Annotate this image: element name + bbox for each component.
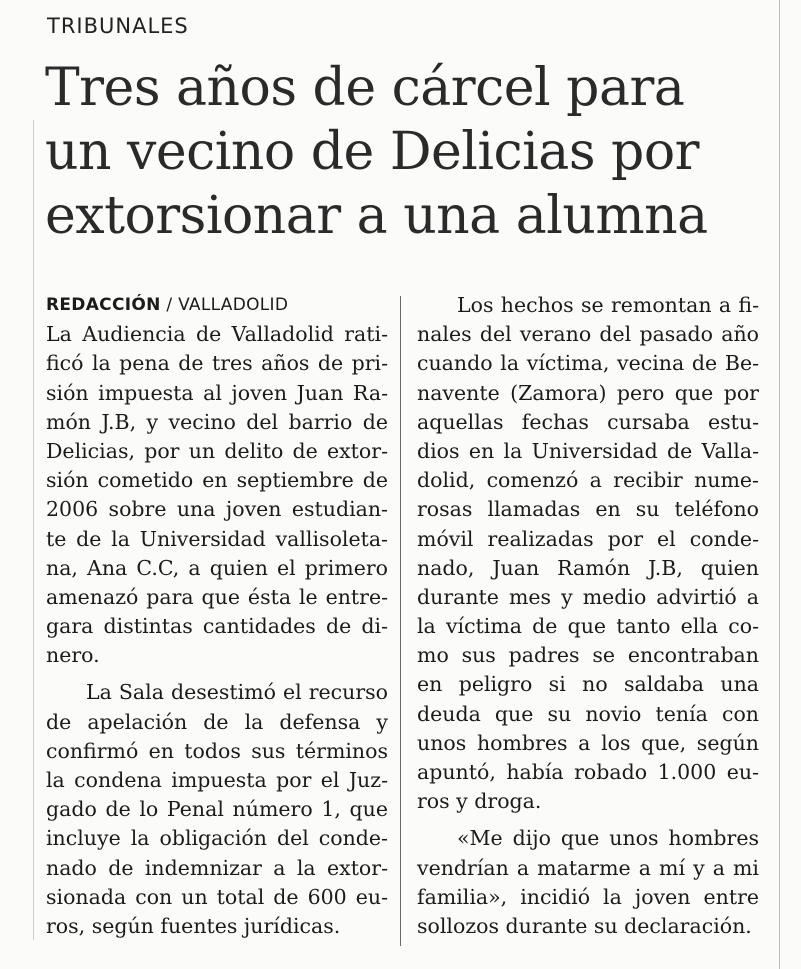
text-line: la condena impuesta por el Juz- (46, 768, 388, 792)
text-line: gado de lo Penal número 1, que (46, 797, 388, 822)
article-column-1 (46, 291, 388, 941)
text-line: nales del verano del pasado año (417, 322, 759, 347)
headline (45, 56, 765, 248)
text-line: gara distintas cantidades de di- (46, 614, 388, 639)
text-line: navente (Zamora) pero que por (417, 380, 759, 405)
text-line: cuando la víctima, vecina de Be- (417, 351, 759, 376)
text-line: nero. (46, 643, 100, 668)
text-line: incluye la obligación del conde- (46, 826, 388, 851)
text-line: unos hombres a los que, según (417, 730, 759, 755)
article-column-2 (417, 291, 759, 941)
text-line: nado de indemnizar a la extor- (46, 855, 388, 880)
headline-line: Tres años de cárcel para (45, 58, 685, 118)
text-line: rosas llamadas en su teléfono (417, 497, 759, 522)
text-line: na, Ana C.C, a quien el primero (46, 555, 388, 580)
text-line: mo sus padres se encontraban (417, 643, 759, 668)
text-line: ros y droga. (417, 789, 542, 814)
text-line: Delicias, por un delito de extor- (46, 438, 388, 463)
text-line: sionada con un total de 600 eu- (46, 884, 388, 909)
text-line: nado, Juan Ramón J.B, quien (417, 555, 759, 580)
byline-separator: / (160, 295, 179, 315)
text-line: confirmó en todos sus términos (46, 738, 388, 763)
text-line: La Sala desestimó el recurso (86, 680, 388, 705)
text-line: durante mes y medio advirtió a (417, 584, 759, 609)
text-line: sión cometido en septiembre de (46, 468, 388, 493)
text-line: món J.B, y vecino del barrio de (46, 409, 388, 434)
text-line: dios en la Universidad de Valla- (417, 438, 759, 463)
text-line: en peligro si no saldaba una (417, 672, 759, 697)
text-line: familia», incidió la joven entre (417, 884, 759, 909)
text-line: te de la Universidad vallisoleta- (46, 526, 388, 551)
text-line: sión impuesta al joven Juan Ra- (46, 380, 388, 405)
text-line: aquellas fechas cursaba estu- (417, 409, 759, 434)
scan-edge-right (779, 0, 780, 969)
byline (46, 291, 388, 320)
scan-edge-left (33, 120, 34, 940)
text-line: móvil realizadas por el conde- (417, 526, 759, 551)
text-line: apuntó, había robado 1.000 eu- (417, 760, 759, 784)
byline-author: REDACCIÓN (46, 295, 161, 315)
text-line: La Audiencia de Valladolid rati- (46, 322, 388, 347)
byline-place: VALLADOLID (178, 295, 289, 315)
text-line: 2006 sobre una joven estudian- (46, 497, 388, 522)
text-line: la víctima de que tanto ella co- (417, 614, 759, 639)
text-line: sollozos durante su declaración. (417, 913, 752, 938)
text-line: ficó la pena de tres años de pri- (46, 351, 388, 376)
text-line: amenazó para que ésta le entre- (46, 584, 388, 609)
headline-line: extorsionar a una alumna (45, 186, 708, 246)
text-line: ros, según fuentes jurídicas. (46, 913, 341, 938)
text-line: dolid, comenzó a recibir nume- (417, 468, 759, 493)
text-line: Los hechos se remontan a fi- (457, 293, 759, 317)
headline-line: un vecino de Delicias por (45, 122, 699, 182)
column-rule (400, 296, 401, 946)
text-line: «Me dijo que unos hombres (457, 826, 759, 851)
text-line: deuda que su novio tenía con (417, 701, 759, 726)
section-label: TRIBUNALES (47, 14, 189, 38)
text-line: vendrían a matarme a mí y a mi (417, 855, 759, 880)
text-line: de apelación de la defensa y (46, 709, 388, 734)
